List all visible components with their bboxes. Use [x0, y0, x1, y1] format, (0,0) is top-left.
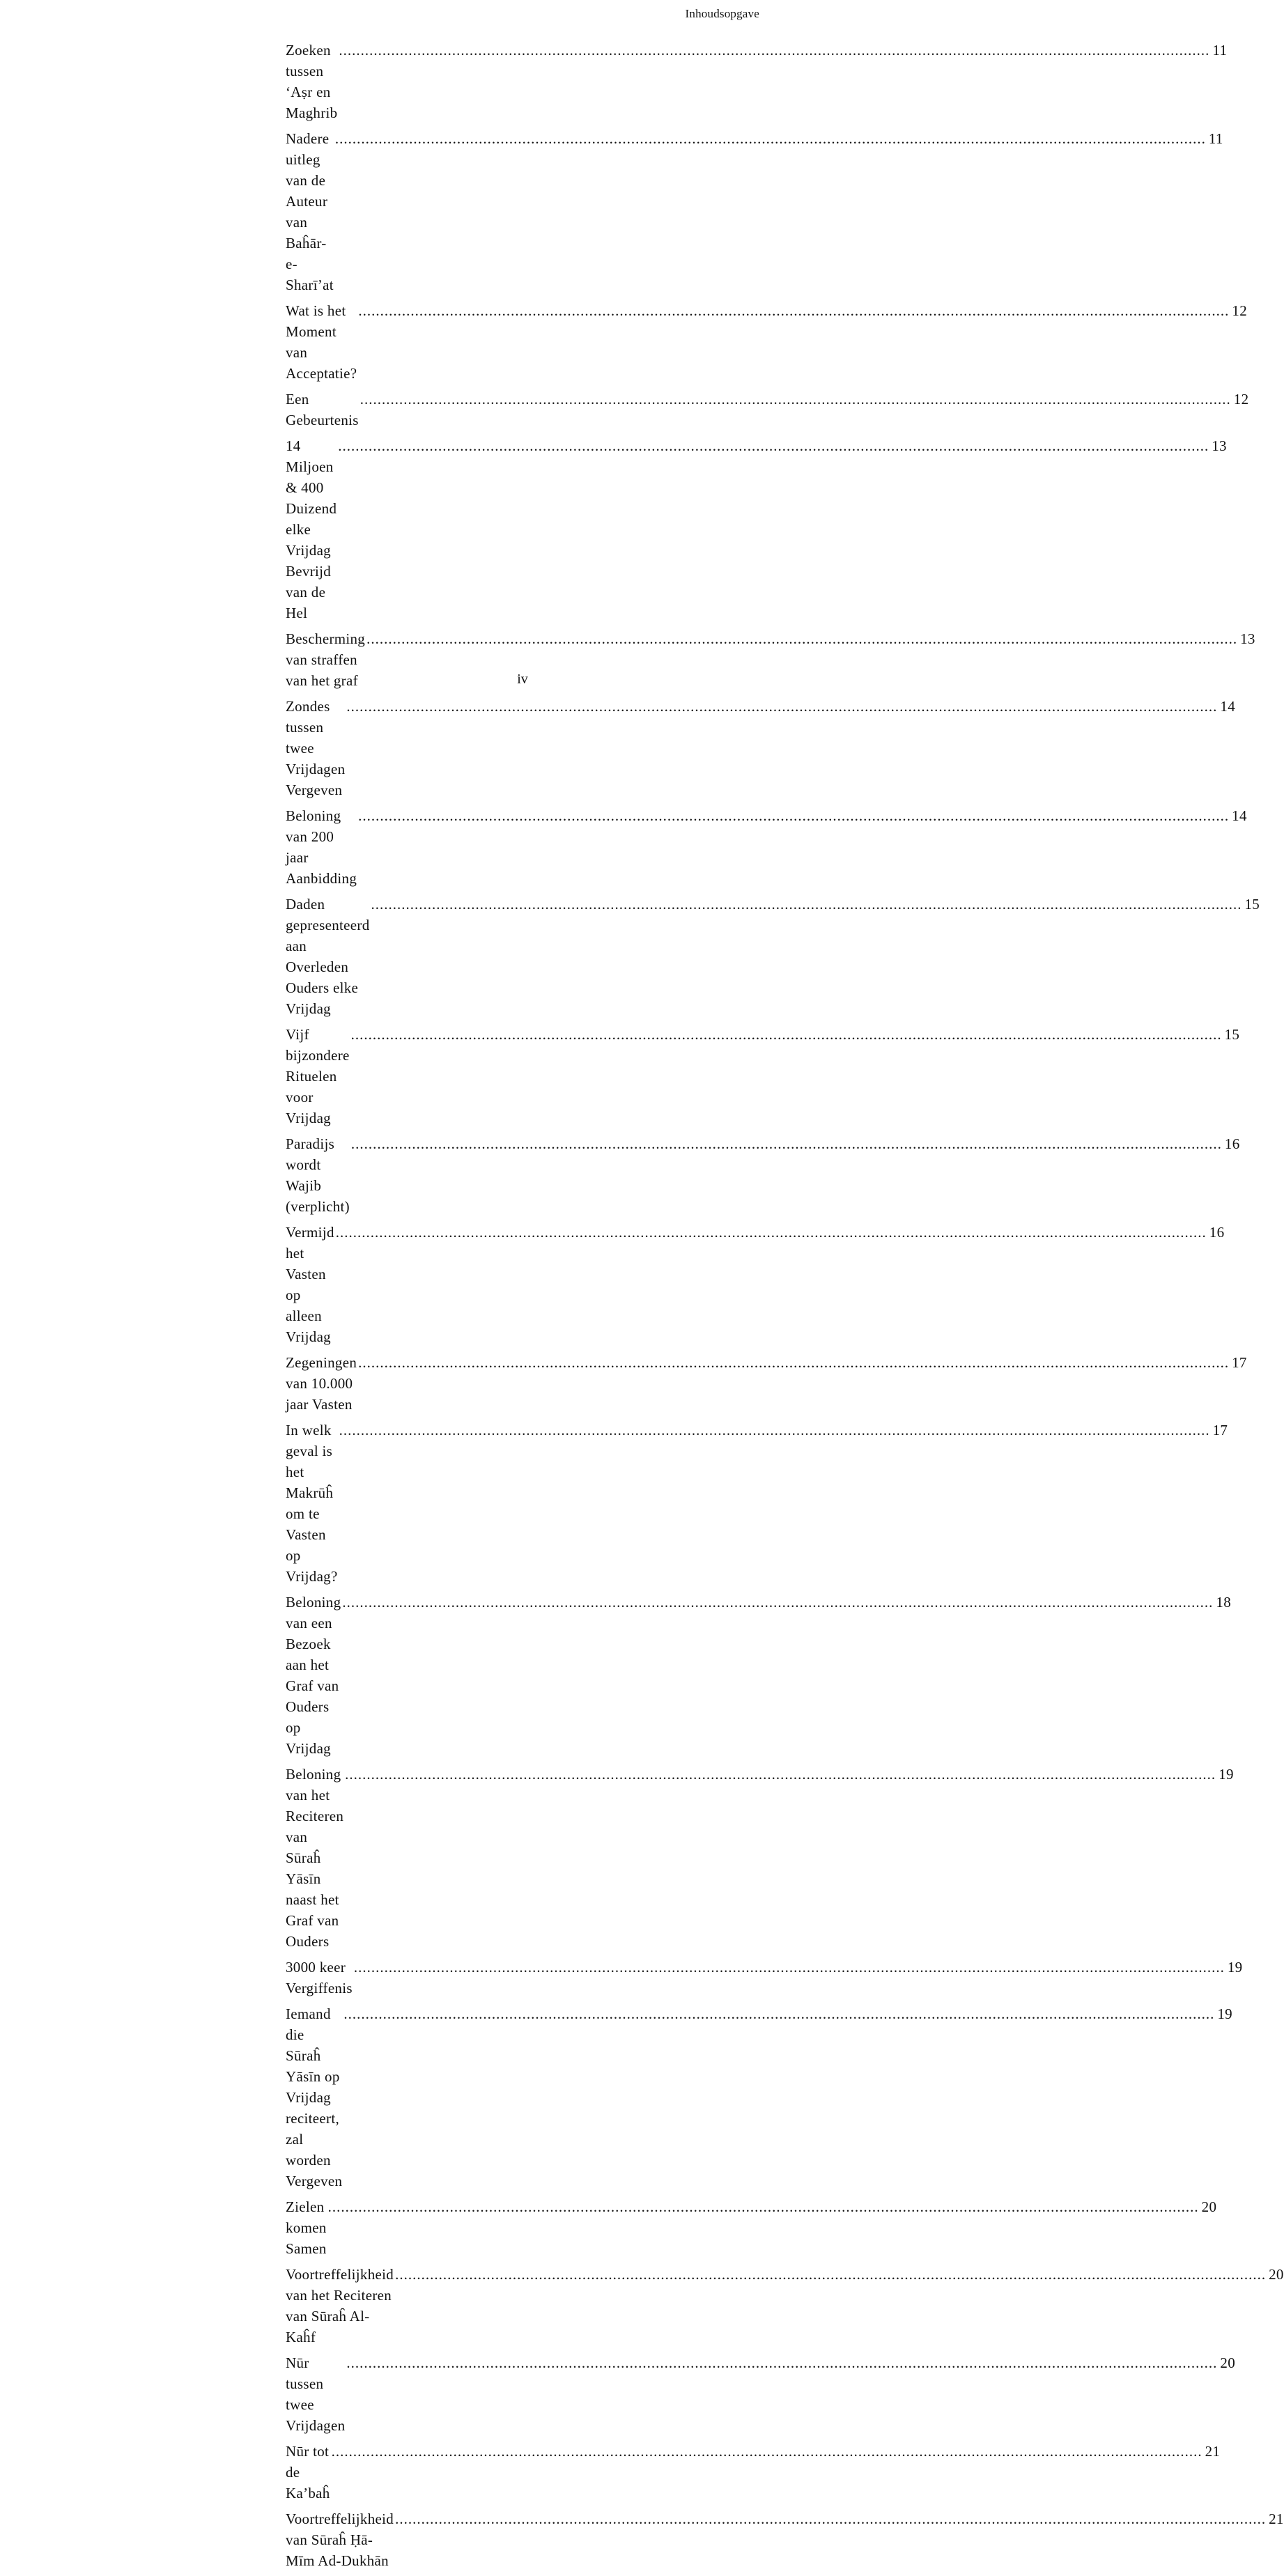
toc-entry[interactable]	[286, 389, 1249, 430]
dot-leader	[336, 1222, 1207, 1243]
toc-entry[interactable]	[286, 894, 1260, 1019]
toc-entry-page: 12	[1233, 391, 1249, 408]
dot-leader	[338, 435, 1209, 456]
toc-entry-title: Voortreffelijkheid van het Reciteren van Sūraĥ Al-Kaĥf	[286, 2266, 394, 2345]
toc-entry-title: Bescherming van straffen van het graf	[286, 630, 366, 689]
dot-leader	[343, 2003, 1214, 2024]
dot-leader	[354, 1957, 1225, 1978]
dot-leader	[335, 128, 1206, 149]
toc-entry[interactable]	[286, 1133, 1240, 1217]
toc-entry-page: 20	[1201, 2198, 1217, 2215]
toc-entry-page: 14	[1232, 807, 1247, 824]
table-of-contents	[286, 40, 1284, 2576]
toc-entry[interactable]	[286, 1957, 1243, 1999]
toc-entry[interactable]	[286, 696, 1236, 800]
toc-entry[interactable]	[286, 1024, 1240, 1128]
toc-entry-page: 18	[1216, 1594, 1232, 1611]
toc-entry-page: 16	[1224, 1135, 1240, 1152]
toc-entry-title: Paradijs wordt Wajib (verplicht)	[286, 1135, 350, 1215]
toc-entry-title: Beloning van een Bezoek aan het Graf van Ouders op Vrijdag	[286, 1594, 341, 1757]
toc-entry-page: 11	[1212, 42, 1228, 59]
toc-entry-page: 21	[1269, 2511, 1284, 2527]
toc-entry-title: Zegeningen van 10.000 jaar Vasten	[286, 1354, 357, 1413]
toc-entry[interactable]	[286, 128, 1223, 295]
toc-entry[interactable]	[286, 435, 1227, 623]
toc-entry-title: Zondes tussen twee Vrijdagen Vergeven	[286, 698, 346, 798]
toc-entry[interactable]	[286, 2264, 1284, 2348]
toc-entry-page: 19	[1219, 1766, 1234, 1783]
toc-entry[interactable]	[286, 1764, 1234, 1952]
toc-entry-page: 19	[1227, 1959, 1243, 1976]
dot-leader	[339, 1420, 1210, 1441]
toc-entry-title: Beloning van 200 jaar Aanbidding	[286, 807, 357, 887]
toc-entry[interactable]	[286, 2003, 1232, 2191]
toc-entry-title: 14 Miljoen & 400 Duizend elke Vrijdag Bevrijd van de Hel	[286, 437, 337, 621]
toc-entry[interactable]	[286, 1420, 1228, 1587]
dot-leader	[358, 1352, 1229, 1373]
toc-entry[interactable]	[286, 1352, 1247, 1415]
toc-entry[interactable]	[286, 2508, 1284, 2571]
toc-entry[interactable]	[286, 1222, 1225, 1347]
toc-entry-title: Voortreffelijkheid van Sūraĥ Ḥā-Mīm Ad-Dukhān	[286, 2511, 394, 2569]
toc-entry[interactable]	[286, 2196, 1217, 2259]
toc-entry-title: Een Gebeurtenis	[286, 391, 359, 428]
dot-leader	[358, 300, 1229, 321]
toc-entry-title: Vermijd het Vasten op alleen Vrijdag	[286, 1224, 334, 1345]
toc-entry-page: 11	[1208, 130, 1223, 147]
toc-entry-title: 3000 keer Vergiffenis	[286, 1959, 353, 1996]
toc-entry-title: Vijf bijzondere Rituelen voor Vrijdag	[286, 1026, 350, 1126]
dot-leader	[358, 805, 1229, 826]
page-number: iv	[517, 672, 528, 687]
toc-entry-title: Nūr tot de Ka’baĥ	[286, 2443, 330, 2501]
dot-leader	[360, 389, 1231, 410]
dot-leader	[328, 2196, 1199, 2217]
dot-leader	[371, 894, 1242, 915]
toc-entry-title: Beloning van het Reciteren van Sūraĥ Yāsīn naast het Graf van Ouders	[286, 1766, 344, 1950]
toc-entry-page: 17	[1212, 1422, 1228, 1438]
toc-entry-page: 20	[1220, 2354, 1236, 2371]
toc-entry-title: Daden gepresenteerd aan Overleden Ouders elke Vrijdag	[286, 896, 370, 1017]
dot-leader	[346, 2352, 1217, 2373]
toc-entry[interactable]	[286, 2352, 1236, 2436]
dot-leader	[332, 2441, 1202, 2462]
toc-entry[interactable]	[286, 40, 1228, 123]
toc-entry-title: Zielen komen Samen	[286, 2198, 327, 2257]
dot-leader	[395, 2508, 1266, 2529]
dot-leader	[395, 2264, 1266, 2285]
toc-entry-title: Iemand die Sūraĥ Yāsīn op Vrijdag reciteert, zal worden Vergeven	[286, 2005, 343, 2189]
toc-entry[interactable]	[286, 1592, 1232, 1759]
toc-entry-title: Wat is het Moment van Acceptatie?	[286, 302, 357, 382]
dot-leader	[345, 1764, 1216, 1785]
dot-leader	[351, 1024, 1222, 1045]
toc-entry-title: In welk geval is het Makrūĥ om te Vasten op Vrijdag?	[286, 1422, 338, 1585]
dot-leader	[339, 40, 1209, 61]
toc-entry-page: 14	[1220, 698, 1236, 715]
toc-entry[interactable]	[286, 2441, 1221, 2504]
toc-entry-title: Nūr tussen twee Vrijdagen	[286, 2354, 346, 2434]
toc-entry[interactable]	[286, 300, 1247, 384]
toc-entry-page: 13	[1212, 437, 1227, 454]
dot-leader	[351, 1133, 1222, 1154]
dot-leader	[366, 628, 1237, 649]
toc-entry-page: 15	[1224, 1026, 1240, 1043]
toc-entry-page: 12	[1232, 302, 1247, 319]
toc-entry-page: 13	[1240, 630, 1255, 647]
running-header: Inhoudsopgave	[685, 7, 759, 20]
toc-entry-page: 17	[1232, 1354, 1247, 1371]
dot-leader	[346, 696, 1217, 717]
toc-entry-title: Zoeken tussen ‘Aṣr en Maghrib	[286, 42, 338, 121]
toc-entry[interactable]	[286, 805, 1247, 889]
toc-entry-page: 16	[1209, 1224, 1225, 1241]
toc-entry-page: 15	[1244, 896, 1260, 913]
dot-leader	[342, 1592, 1213, 1613]
toc-entry-page: 21	[1205, 2443, 1221, 2460]
toc-entry-page: 19	[1217, 2005, 1232, 2022]
toc-entry-title: Nadere uitleg van de Auteur van Baĥār-e-Sharī’at	[286, 130, 334, 293]
toc-entry-page: 20	[1269, 2266, 1284, 2283]
